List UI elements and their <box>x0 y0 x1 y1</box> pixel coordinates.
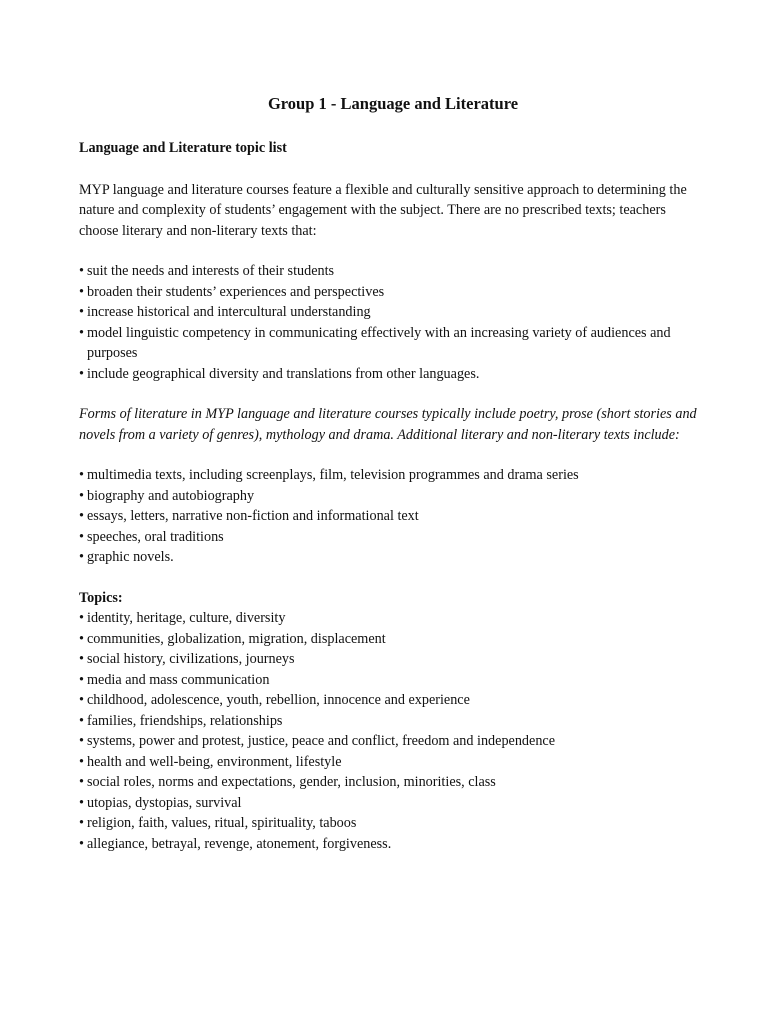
document-title: Group 1 - Language and Literature <box>267 94 519 113</box>
list-item: • multimedia texts, including screenplays, film, television programmes and drama series <box>79 465 699 486</box>
list-item: • model linguistic competency in communicating effectively with an increasing variety of audiences and purposes <box>79 323 699 364</box>
topics-heading: Topics: <box>79 589 123 606</box>
additional-texts-list <box>79 465 699 568</box>
list-item: • allegiance, betrayal, revenge, atonement, forgiveness. <box>79 834 699 855</box>
list-item: • suit the needs and interests of their students <box>79 261 699 282</box>
list-item: • social history, civilizations, journeys <box>79 649 699 670</box>
text-criteria-list <box>79 261 699 384</box>
list-item: • childhood, adolescence, youth, rebellion, innocence and experience <box>79 690 699 711</box>
list-item: • broaden their students’ experiences and perspectives <box>79 282 699 303</box>
list-item: • biography and autobiography <box>79 486 699 507</box>
list-item: • increase historical and intercultural understanding <box>79 302 699 323</box>
list-item: • religion, faith, values, ritual, spirituality, taboos <box>79 813 699 834</box>
list-item: • include geographical diversity and translations from other languages. <box>79 364 699 385</box>
topics-list <box>79 608 699 854</box>
list-item: • identity, heritage, culture, diversity <box>79 608 699 629</box>
list-item: • families, friendships, relationships <box>79 711 699 732</box>
list-item: • graphic novels. <box>79 547 699 568</box>
list-item: • utopias, dystopias, survival <box>79 793 699 814</box>
document-page <box>79 90 699 874</box>
list-item: • systems, power and protest, justice, peace and conflict, freedom and independence <box>79 731 699 752</box>
list-item: • social roles, norms and expectations, gender, inclusion, minorities, class <box>79 772 699 793</box>
intro-paragraph: MYP language and literature courses feature a flexible and culturally sensitive approach to determining the nature and complexity of students’ engagement with the subject. There are no prescribed texts; teachers choose literary and non-literary texts that: <box>79 181 687 239</box>
forms-paragraph: Forms of literature in MYP language and literature courses typically include poetry, prose (short stories and novels from a variety of genres), mythology and drama. Additional literary and non-literary texts include: <box>79 406 697 443</box>
list-item: • communities, globalization, migration, displacement <box>79 629 699 650</box>
list-item: • speeches, oral traditions <box>79 527 699 548</box>
list-item: • media and mass communication <box>79 670 699 691</box>
list-item: • health and well-being, environment, lifestyle <box>79 752 699 773</box>
list-item: • essays, letters, narrative non-fiction and informational text <box>79 506 699 527</box>
section-subheading: Language and Literature topic list <box>79 140 287 156</box>
